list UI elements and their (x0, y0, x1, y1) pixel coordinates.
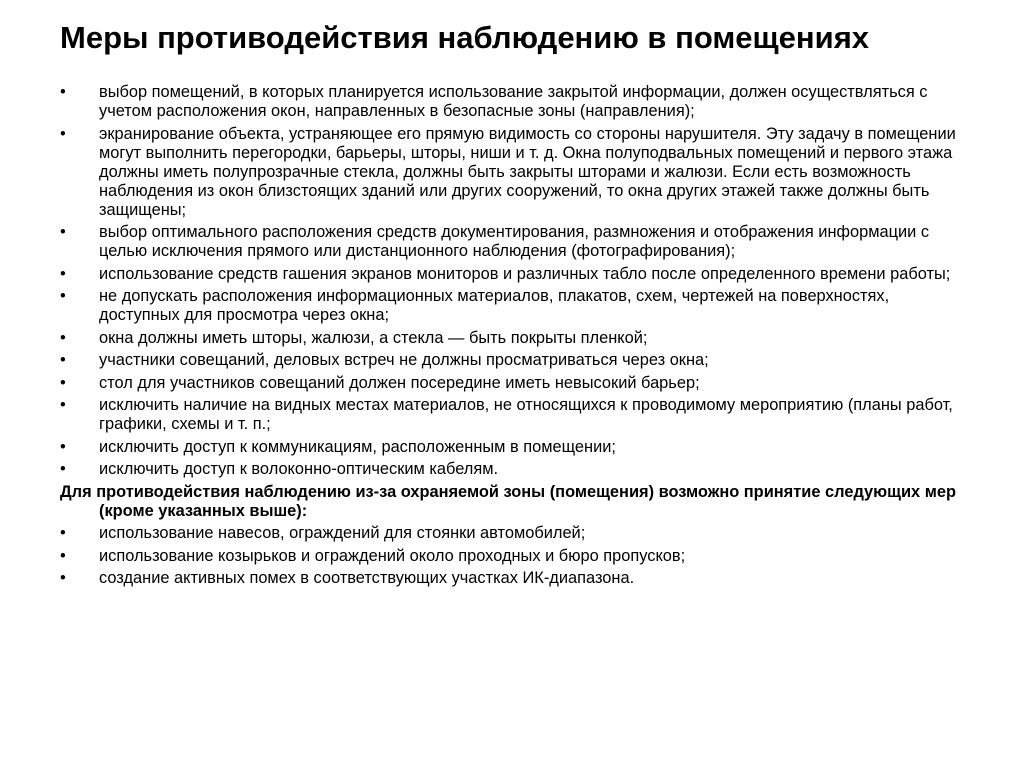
list-item-text: участники совещаний, деловых встреч не должны просматриваться через окна; (99, 351, 709, 369)
bullet-icon: • (60, 287, 66, 305)
bullet-icon: • (60, 437, 66, 456)
list-item-text: использование козырьков и ограждений около проходных и бюро пропусков; (99, 546, 686, 565)
list-item-text: стол для участников совещаний должен посередине иметь невысокий барьер; (99, 373, 700, 392)
list-item (60, 329, 960, 348)
bullet-icon: • (60, 569, 66, 587)
list-item-text: использование средств гашения экранов мониторов и различных табло после определенного времени работы; (99, 264, 951, 283)
bullet-icon: • (60, 223, 66, 241)
list-item-text: выбор оптимального расположения средств документирования, размножения и отображения информации с целью исключения прямого или дистанционного наблюдения (фотографирования); (99, 223, 930, 260)
section-subheading: Для противодействия наблюдению из-за охраняемой зоны (помещения) возможно принятие следующих мер (кроме указанных выше): (60, 482, 956, 520)
list-item (60, 351, 960, 370)
list-item (60, 524, 960, 543)
external-measures-list (60, 524, 960, 588)
list-item (60, 83, 960, 121)
list-item-text: выбор помещений, в которых планируется использование закрытой информации, должен осуществляться с учетом расположения окон, направленных в безопасные зоны (направления); (99, 83, 928, 120)
bullet-icon: • (60, 351, 66, 369)
bullet-icon: • (60, 546, 66, 565)
list-item-text: исключить доступ к коммуникациям, расположенным в помещении; (99, 437, 616, 456)
list-item (60, 396, 960, 434)
bullet-icon: • (60, 396, 66, 414)
list-item-text: экранирование объекта, устраняющее его прямую видимость со стороны нарушителя. Эту задачу в помещении могут выполнить перегородки, барьеры, шторы, ниши и т. д. Окна полуподвальных помещений и первого этажа должны иметь полупрозрачные стекла, должны быть закрыты шторами и жалюзи. Если есть возможность наблюдения из окон близстоящих зданий или других сооружений, то окна других этажей также должны быть защищены; (99, 124, 956, 219)
content-body (60, 83, 960, 592)
list-item (60, 438, 960, 457)
list-item-text: не допускать расположения информационных материалов, плакатов, схем, чертежей на поверхностях, доступных для просмотра через окна; (99, 287, 890, 324)
bullet-icon: • (60, 524, 66, 542)
bullet-icon: • (60, 124, 66, 143)
bullet-icon: • (60, 264, 66, 283)
list-item (60, 223, 960, 261)
list-item-text: исключить доступ к волоконно-оптическим кабелям. (99, 460, 499, 478)
list-item (60, 569, 960, 588)
list-item (60, 547, 960, 566)
bullet-icon: • (60, 83, 66, 101)
bullet-icon: • (60, 373, 66, 392)
page-title: Меры противодействия наблюдению в помещениях (60, 20, 870, 55)
list-item-text: окна должны иметь шторы, жалюзи, а стекла — быть покрыты пленкой; (99, 328, 648, 347)
list-item-text: использование навесов, ограждений для стоянки автомобилей; (99, 524, 586, 542)
list-item (60, 265, 960, 284)
list-item (60, 125, 960, 220)
list-item (60, 374, 960, 393)
bullet-icon: • (60, 460, 66, 478)
bullet-icon: • (60, 328, 66, 347)
list-item-text: создание активных помех в соответствующих участках ИК-диапазона. (99, 569, 635, 587)
list-item (60, 460, 960, 479)
measures-list (60, 83, 960, 479)
list-item (60, 287, 960, 325)
list-item-text: исключить наличие на видных местах материалов, не относящихся к проводимому мероприятию (планы работ, графики, схемы и т. п.; (99, 396, 953, 433)
